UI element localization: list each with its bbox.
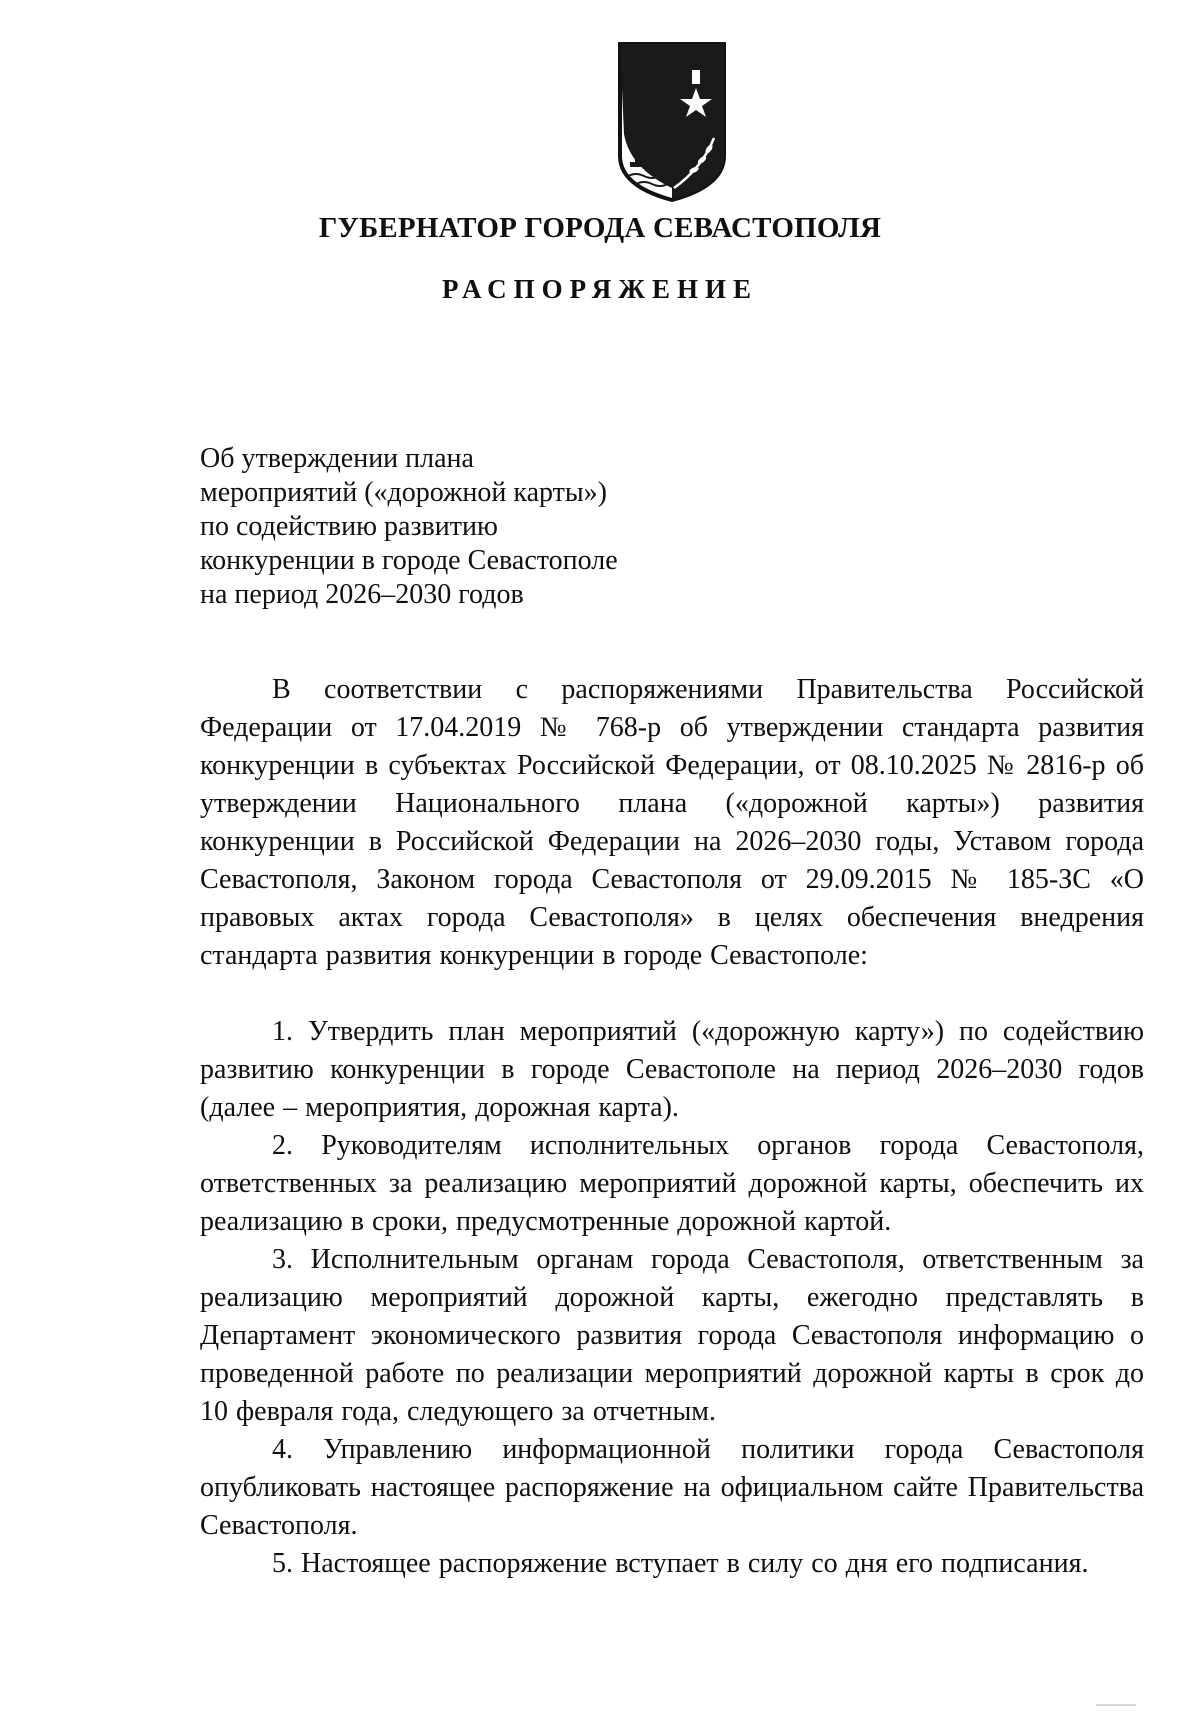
preamble-paragraph: В соответствии с распоряжениями Правительства Российской Федерации от 17.04.2019 № 768-р об утверждении стандарта развития конкуренции в субъектах Российской Федерации, от 08.10.2025 № 2816-р об утверждении Национального плана («дорожной карты») развития конкуренции в Российской Федерации на 2026–2030 годы, Уставом города Севастополя, Законом города Севастополя от 29.09.2015 № 185-ЗС «О правовых актах города Севастополя» в целях обеспечения внедрения стандарта развития конкуренции в городе Севастополе: — [200, 674, 1144, 971]
document-type-title: РАСПОРЯЖЕНИЕ — [441, 274, 759, 304]
order-item-4: 4. Управлению информационной политики города Севастополя опубликовать настоящее распоряжение на официальном сайте Правительства Севастополя. — [200, 1434, 1144, 1541]
issuer-title: ГУБЕРНАТОР ГОРОДА СЕВАСТОПОЛЯ — [318, 212, 882, 244]
scan-artifact — [1096, 1704, 1136, 1706]
subject-line: на период 2026–2030 годов — [200, 579, 524, 610]
subject-line: по содействию развитию — [200, 511, 498, 542]
subject-line: мероприятий («дорожной карты») — [200, 477, 607, 508]
subject-line: Об утверждении плана — [200, 443, 474, 474]
order-item-1: 1. Утвердить план мероприятий («дорожную карту») по содействию развитию конкуренции в городе Севастополе на период 2026–2030 годов (далее – мероприятия, дорожная карта). — [200, 1016, 1144, 1123]
coat-of-arms-icon — [610, 38, 734, 204]
subject-line: конкуренции в городе Севастополе — [200, 545, 618, 576]
order-item-5: 5. Настоящее распоряжение вступает в силу со дня его подписания. — [272, 1548, 1089, 1579]
document-subject — [200, 442, 660, 612]
document-body — [200, 671, 1144, 1583]
order-item-2: 2. Руководителям исполнительных органов города Севастополя, ответственных за реализацию мероприятий дорожной карты, обеспечить их реализацию в сроки, предусмотренные дорожной картой. — [200, 1130, 1144, 1237]
order-item-3: 3. Исполнительным органам города Севастополя, ответственным за реализацию мероприятий дорожной карты, ежегодно представлять в Департамент экономического развития города Севастополя информацию о проведенной работе по реализации мероприятий дорожной карты в срок до 10 февраля года, следующего за отчетным. — [200, 1244, 1144, 1427]
